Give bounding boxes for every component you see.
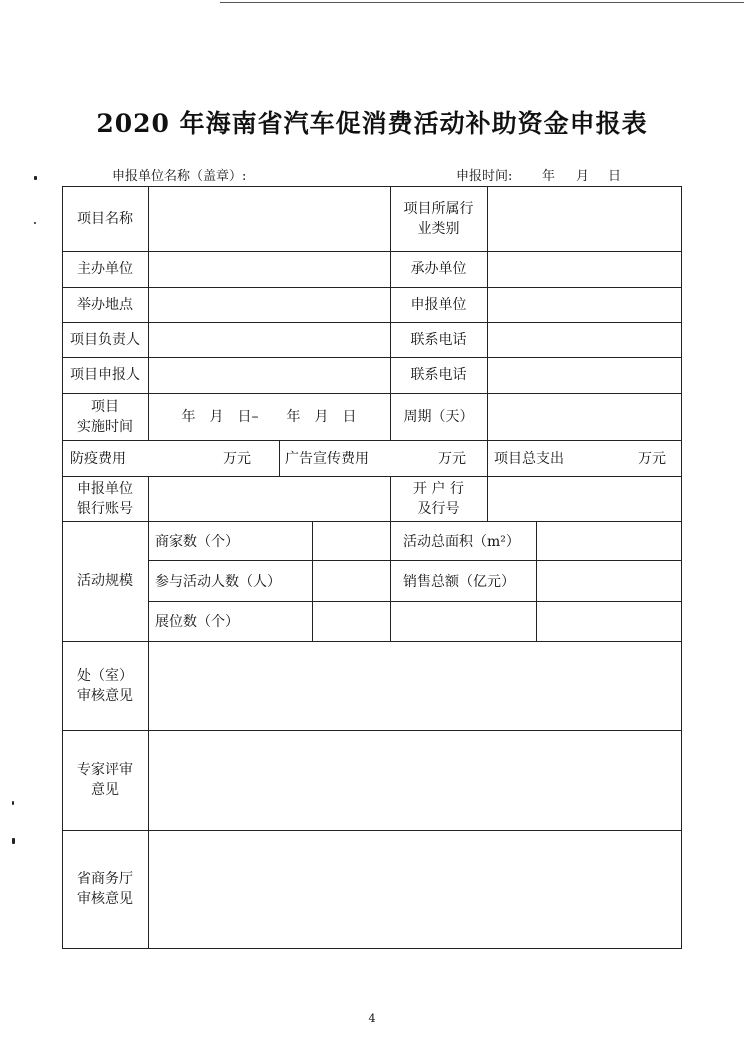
table-border-right <box>681 186 682 948</box>
table-col-rule <box>487 440 488 476</box>
label-project-applicant: 项目申报人 <box>70 367 140 383</box>
label-line: 及行号 <box>417 500 460 517</box>
table-rule <box>62 830 682 831</box>
label-bank-account <box>62 476 148 521</box>
table-col-rule <box>279 440 280 476</box>
table-col-rule <box>487 476 488 521</box>
applicant-unit-label: 申报单位名称（盖章）: <box>112 169 247 184</box>
date-month: 月 <box>576 169 590 184</box>
label-expert-review <box>62 730 148 830</box>
label-project-lead: 项目负责人 <box>70 331 140 348</box>
table-rule <box>62 641 682 642</box>
label-line: 省商务厅 <box>77 871 133 887</box>
table-col-rule <box>487 186 488 440</box>
label-ad-cost: 广告宣传费用 <box>285 451 369 467</box>
implementation-period: 年 月 日– 年 月 日 <box>181 408 357 425</box>
label-line: 处（室） <box>77 667 133 684</box>
scan-edge-line <box>220 2 744 3</box>
table-col-rule <box>148 476 149 948</box>
table-rule <box>62 322 682 323</box>
date-day: 日 <box>608 169 622 184</box>
label-line: 实施时间 <box>77 418 133 435</box>
label-total-expense: 项目总支出 <box>494 451 564 467</box>
label-organizer: 主办单位 <box>77 261 133 277</box>
page-number: 4 <box>368 1012 376 1025</box>
label-booths: 展位数（个） <box>155 614 239 630</box>
table-rule <box>62 251 682 252</box>
label-venue: 举办地点 <box>77 296 133 313</box>
table-rule <box>62 440 682 441</box>
table-rule <box>62 730 682 731</box>
table-border-bottom <box>62 948 682 949</box>
label-line: 审核意见 <box>77 687 133 704</box>
label-project-name: 项目名称 <box>77 210 133 227</box>
scan-speck <box>12 801 14 805</box>
unit-wan-ad: 万元 <box>438 451 466 467</box>
label-line: 申报单位 <box>77 480 133 497</box>
label-total-area: 活动总面积（m²） <box>403 533 520 550</box>
table-rule <box>62 287 682 288</box>
label-line: 银行账号 <box>77 500 133 517</box>
application-date-label: 申报时间: <box>456 169 513 184</box>
label-participants: 参与活动人数（人） <box>155 573 281 590</box>
scan-speck <box>34 222 36 224</box>
label-line: 开 户 行 <box>413 480 464 497</box>
unit-wan-epidemic: 万元 <box>223 451 251 467</box>
label-sales-total: 销售总额（亿元） <box>403 573 515 590</box>
scan-speck <box>12 838 15 844</box>
label-cycle-days: 周期（天） <box>403 408 474 425</box>
label-contact-phone: 联系电话 <box>410 331 467 348</box>
label-line: 意见 <box>91 782 119 798</box>
label-line: 审核意见 <box>77 891 133 907</box>
table-border-top <box>62 186 682 187</box>
label-bank-and-code <box>390 476 487 521</box>
scan-speck <box>34 176 37 180</box>
table-col-rule <box>536 521 537 641</box>
table-rule <box>62 476 682 477</box>
table-col-rule <box>312 521 313 641</box>
label-contact-phone: 联系电话 <box>410 367 467 383</box>
page-title: 2020 年海南省汽车促消费活动补助资金申报表 <box>96 109 648 138</box>
label-office-review <box>62 641 148 730</box>
label-department-review <box>62 830 148 948</box>
table-col-rule <box>390 521 391 641</box>
date-year: 年 <box>542 169 556 184</box>
label-line: 专家评审 <box>77 762 133 778</box>
table-rule <box>62 357 682 358</box>
label-merchants: 商家数（个） <box>155 533 239 550</box>
label-line: 项目 <box>91 398 119 415</box>
label-contractor: 承办单位 <box>410 261 467 277</box>
label-applicant-unit: 申报单位 <box>410 296 467 313</box>
label-implementation-time <box>62 393 148 440</box>
label-activity-scale: 活动规模 <box>77 573 133 589</box>
label-industry-category: 项目所属行业类别 <box>403 200 474 237</box>
unit-wan-total: 万元 <box>638 451 666 467</box>
label-epidemic-cost: 防疫费用 <box>70 451 126 467</box>
